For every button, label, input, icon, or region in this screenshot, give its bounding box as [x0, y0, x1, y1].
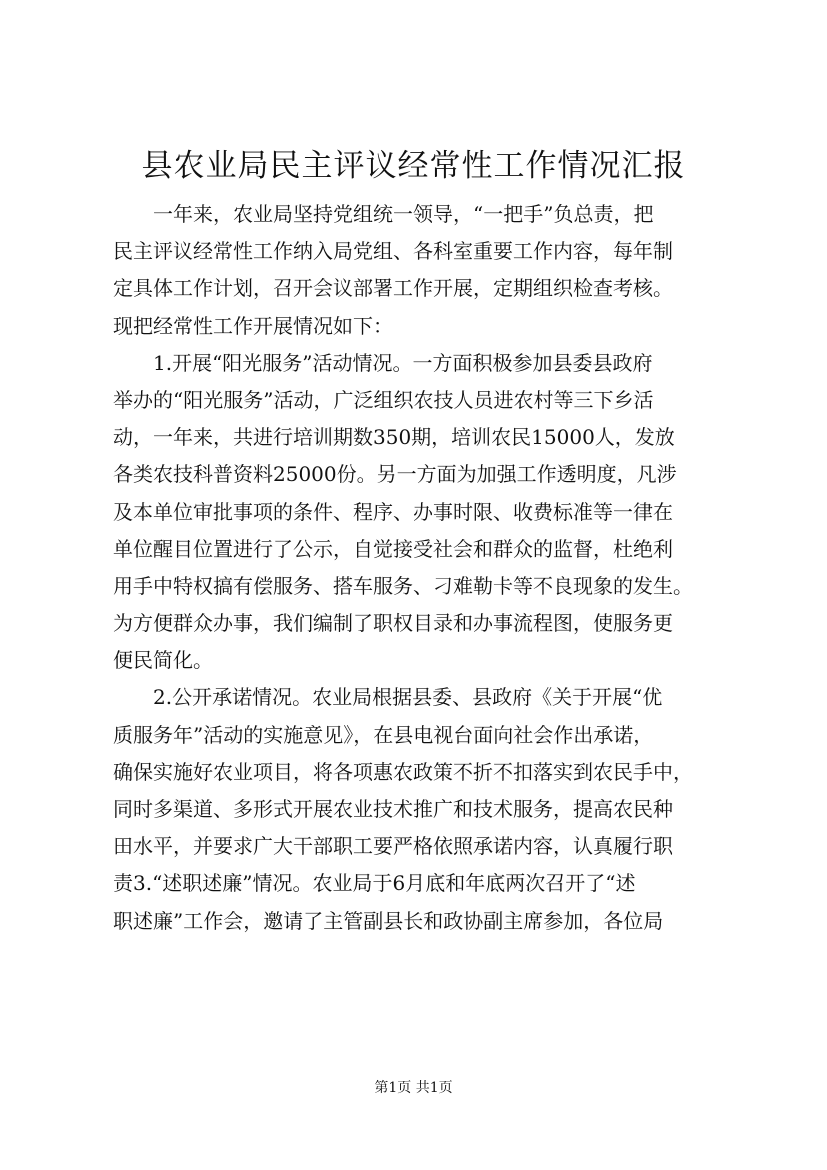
paragraph-line: 民主评议经常性工作纳入局党组、各科室重要工作内容，每年制	[113, 239, 673, 264]
paragraph-line: 质服务年”活动的实施意见》，在县电视台面向社会作出承诺，	[113, 722, 654, 747]
document-title: 县农业局民主评议经常性工作情况汇报	[141, 148, 686, 184]
paragraph-line: 便民简化。	[113, 648, 213, 673]
paragraph-line: 确保实施好农业项目，将各项惠农政策不折不扣落实到农民手中，	[113, 759, 693, 784]
paragraph-line: 现把经常性工作开展情况如下：	[113, 313, 393, 338]
paragraph-line: 为方便群众办事，我们编制了职权目录和办事流程图，使服务更	[113, 611, 673, 636]
paragraph-line: 动，一年来，共进行培训期数350期，培训农民15000人，发放	[113, 425, 675, 450]
paragraph-line: 用手中特权搞有偿服务、搭车服务、刁难勒卡等不良现象的发生。	[113, 573, 693, 598]
paragraph-line: 田水平，并要求广大干部职工要严格依照承诺内容，认真履行职	[113, 834, 673, 859]
paragraph-line: 定具体工作计划，召开会议部署工作开展，定期组织检查考核。	[113, 276, 673, 301]
paragraph-line: 各类农技科普资料25000份。另一方面为加强工作透明度，凡涉	[113, 462, 677, 487]
paragraph-line: 及本单位审批事项的条件、程序、办事时限、收费标准等一律在	[113, 499, 673, 524]
document-body	[113, 196, 723, 940]
paragraph-line: 举办的“阳光服务”活动，广泛组织农技人员进农村等三下乡活	[113, 387, 654, 412]
paragraph-line: 同时多渠道、多形式开展农业技术推广和技术服务，提高农民种	[113, 797, 673, 821]
paragraph-line: 2.公开承诺情况。农业局根据县委、县政府《关于开展“优	[153, 685, 663, 710]
page-footer: 第1页 共1页	[374, 1080, 453, 1096]
paragraph-line: 单位醒目位置进行了公示，自觉接受社会和群众的监督，杜绝利	[113, 536, 673, 561]
paragraph-line: 职述廉”工作会，邀请了主管副县长和政协副主席参加，各位局	[113, 908, 664, 933]
paragraph-line: 1.开展“阳光服务”活动情况。一方面积极参加县委县政府	[153, 350, 653, 375]
paragraph-line: 责3.“述职述廉”情况。农业局于6月底和年底两次召开了“述	[113, 871, 636, 896]
paragraph-line: 一年来，农业局坚持党组统一领导，“一把手”负总责，把	[153, 202, 654, 226]
